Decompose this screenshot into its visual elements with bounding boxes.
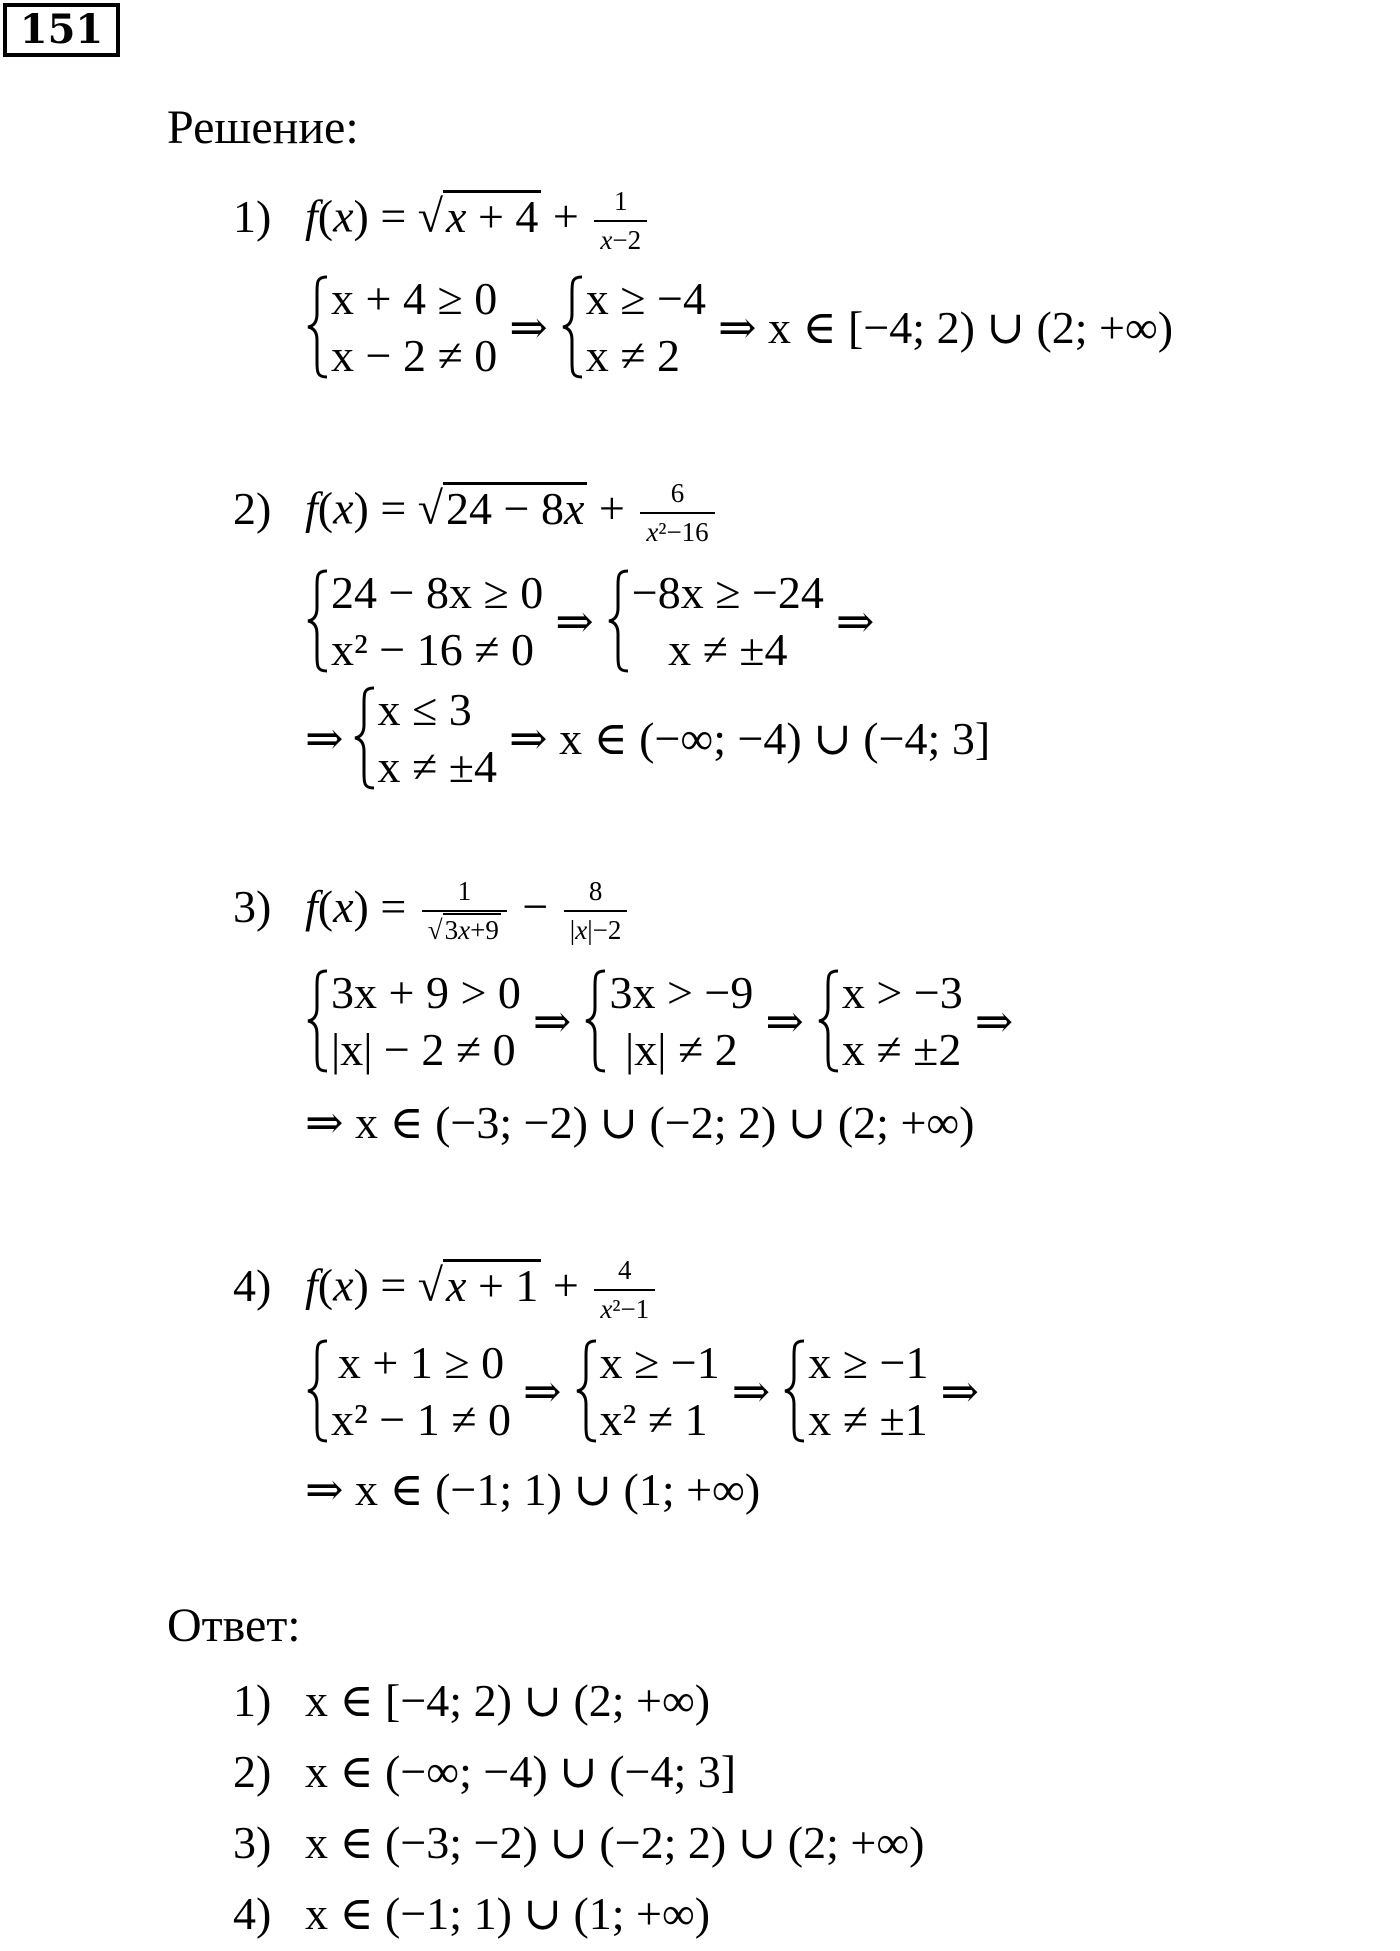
system-row: x² − 1 ≠ 0	[331, 1394, 511, 1445]
left-brace	[574, 1338, 600, 1444]
left-brace	[606, 568, 632, 674]
item-2-result: ⇒ x ∈ (−∞; −4) ∪ (−4; 3]	[509, 713, 991, 764]
item-2-system-1	[331, 564, 543, 678]
system-row: x > −3	[841, 967, 963, 1018]
implies-arrow: ⇒	[509, 302, 548, 353]
answer-item-3	[233, 1813, 924, 1873]
implies-arrow: ⇒	[522, 1366, 562, 1417]
item-3-function: 3) f(x) = $\frac{1}{√3x+9}$ − $\frac{8}{|x|-2}$	[233, 870, 631, 944]
system-row: x ≠ ±2	[841, 1024, 962, 1075]
left-brace	[305, 568, 331, 674]
item-1-function: 1) f(x) = √x + 4 + $\frac{1}{x-2}$	[233, 186, 651, 246]
item-1-derivation	[305, 266, 1173, 388]
solution-heading: Решение:	[167, 101, 359, 154]
answer-label: 4)	[233, 1888, 272, 1939]
answer-label: 1)	[233, 1675, 272, 1726]
system-row: x ≠ ±4	[377, 741, 498, 792]
system-row: |x| − 2 ≠ 0	[331, 1024, 516, 1075]
left-brace	[816, 968, 842, 1074]
left-brace	[583, 968, 609, 1074]
item-2-system-2	[632, 564, 824, 678]
left-brace	[782, 1338, 808, 1444]
item-4-function: 4) f(x) = √x + 1 + $\frac{4}{\text{x²−1}}$	[233, 1255, 659, 1315]
item-2-derivation-cont	[305, 677, 990, 799]
system-row: x + 1 ≥ 0	[337, 1337, 505, 1388]
system-row: x + 4 ≥ 0	[331, 273, 498, 324]
system-row: x ≠ 2	[585, 330, 680, 381]
left-brace	[305, 1338, 331, 1444]
problem-number: 151	[3, 3, 120, 57]
item-3-result: ⇒ x ∈ (−3; −2) ∪ (−2; 2) ∪ (2; +∞)	[305, 1097, 975, 1148]
implies-arrow: ⇒	[835, 596, 875, 647]
implies-arrow: ⇒	[532, 996, 572, 1047]
item-3-system-1	[331, 964, 521, 1078]
system-row: x − 2 ≠ 0	[331, 330, 498, 381]
system-row: 3x > −9	[609, 967, 754, 1018]
system-row: x ≤ 3	[377, 684, 472, 735]
item-4-result: ⇒ x ∈ (−1; 1) ∪ (1; +∞)	[305, 1464, 761, 1515]
answer-item-4	[233, 1884, 710, 1944]
system-row: 24 − 8x ≥ 0	[331, 567, 544, 618]
item-4-system-3	[808, 1334, 928, 1448]
item-2-label: 2)	[233, 482, 272, 534]
item-4-derivation	[305, 1330, 979, 1452]
item-1-system-2	[586, 270, 706, 384]
item-3-label: 3)	[233, 881, 272, 932]
answer-item-1	[233, 1671, 710, 1731]
implies-arrow: ⇒	[974, 996, 1014, 1047]
item-2-system-3	[378, 681, 498, 795]
item-4-system-1	[331, 1334, 511, 1448]
item-1-system-1	[331, 270, 497, 384]
system-row: x² ≠ 1	[599, 1394, 708, 1445]
answer-text: x ∈ [−4; 2) ∪ (2; +∞)	[305, 1675, 711, 1726]
item-1-label: 1)	[233, 190, 272, 242]
answer-text: x ∈ (−3; −2) ∪ (−2; 2) ∪ (2; +∞)	[305, 1817, 925, 1868]
item-2-derivation	[305, 560, 874, 682]
item-3-system-3	[842, 964, 963, 1078]
system-row: x ≥ −1	[808, 1337, 929, 1388]
answer-label: 2)	[233, 1746, 272, 1797]
system-row: |x| ≠ 2	[625, 1024, 738, 1075]
item-4-system-2	[600, 1334, 720, 1448]
answer-text: x ∈ (−1; 1) ∪ (1; +∞)	[305, 1888, 711, 1939]
answer-label: 3)	[233, 1817, 272, 1868]
answer-heading: Ответ:	[167, 1599, 301, 1652]
system-row: x² − 16 ≠ 0	[331, 624, 534, 675]
left-brace	[352, 685, 378, 791]
item-4-label: 4)	[233, 1259, 272, 1311]
left-brace	[560, 274, 586, 380]
item-3-system-2	[609, 964, 753, 1078]
implies-arrow: ⇒	[765, 996, 804, 1047]
answer-text: x ∈ (−∞; −4) ∪ (−4; 3]	[305, 1746, 737, 1797]
implies-arrow: ⇒	[731, 1366, 771, 1417]
system-row: x ≠ ±1	[808, 1394, 928, 1445]
implies-arrow: ⇒	[305, 713, 344, 764]
left-brace	[305, 274, 331, 380]
implies-arrow: ⇒	[555, 596, 594, 647]
system-row: x ≥ −1	[599, 1337, 720, 1388]
implies-arrow: ⇒	[940, 1366, 980, 1417]
system-row: x ≥ −4	[585, 273, 706, 324]
item-2-function: 2) f(x) = √24 − 8x + $\frac{6}{\text{x²−16}}$	[233, 478, 719, 538]
item-3-derivation	[305, 960, 1013, 1082]
item-1-result: ⇒ x ∈ [−4; 2) ∪ (2; +∞)	[717, 302, 1174, 353]
left-brace	[305, 968, 331, 1074]
system-row: x ≠ ±4	[668, 624, 788, 675]
system-row: −8x ≥ −24	[631, 567, 824, 618]
answer-item-2	[233, 1742, 736, 1802]
system-row: 3x + 9 > 0	[331, 967, 521, 1018]
